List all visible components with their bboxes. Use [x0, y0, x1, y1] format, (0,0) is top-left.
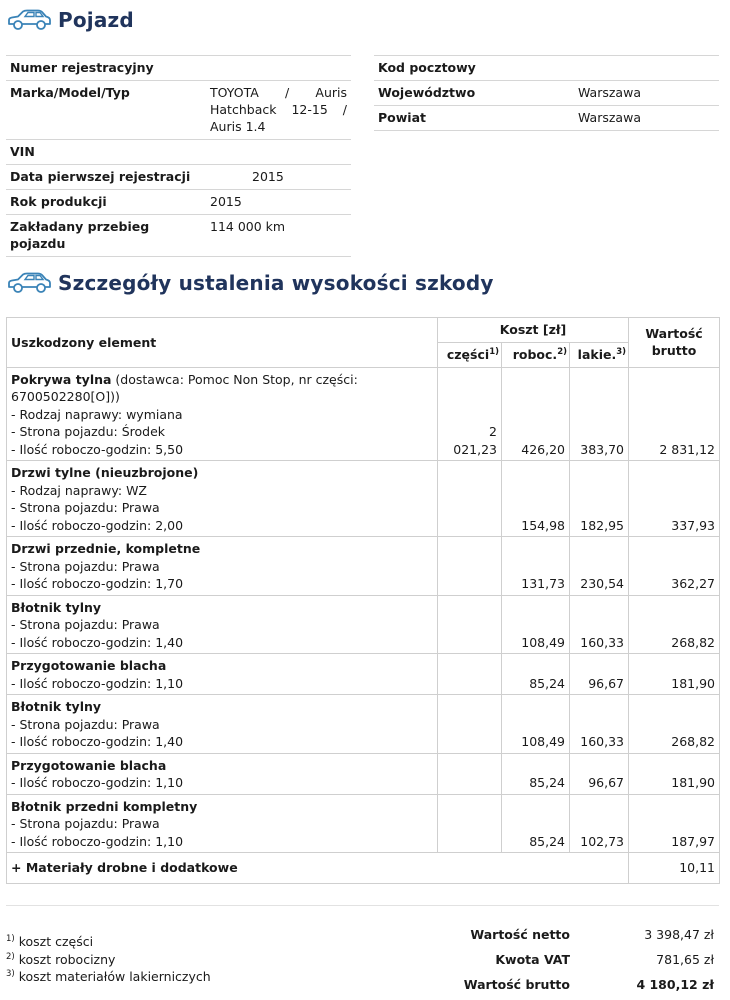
vehicle-left-label: Numer rejestracyjny	[6, 56, 206, 81]
footnote	[6, 968, 211, 986]
vehicle-left-row	[6, 56, 351, 81]
damage-detail-line: - Ilość roboczo-godzin: 1,10	[11, 833, 184, 849]
damage-row	[7, 595, 720, 654]
damage-labor-cost: 85,24	[502, 794, 570, 853]
damage-gross-cost: 268,82	[629, 595, 720, 654]
car-icon	[6, 272, 52, 294]
damage-row	[7, 654, 720, 695]
footnotes	[6, 933, 211, 986]
footnote-text: koszt robocizny	[18, 951, 116, 967]
footnote-marker: 2)	[6, 951, 15, 962]
footnote	[6, 951, 211, 969]
materials-row	[7, 853, 720, 884]
damage-element-name: Drzwi przednie, kompletne	[11, 541, 201, 556]
damage-gross-cost: 181,90	[629, 753, 720, 794]
materials-label: + Materiały drobne i dodatkowe	[7, 853, 629, 884]
footnote-marker: 3)	[6, 968, 15, 979]
damage-row	[7, 367, 720, 461]
summary-label: Wartość brutto	[463, 977, 570, 992]
damage-labor-cost: 108,49	[502, 695, 570, 754]
damage-paint-cost: 230,54	[570, 537, 629, 596]
damage-detail-line: - Ilość roboczo-godzin: 1,10	[11, 775, 184, 790]
damage-element-name: Pokrywa tylna	[11, 371, 112, 387]
summary-row	[440, 972, 718, 997]
vehicle-left-label: Zakładany przebieg pojazdu	[6, 215, 206, 257]
damage-parts-cost	[438, 537, 502, 596]
vehicle-right-row	[374, 106, 719, 131]
damage-row	[7, 461, 720, 537]
damage-labor-cost: 426,20	[502, 367, 570, 461]
damage-table-header	[7, 318, 720, 343]
vehicle-left-row	[6, 81, 351, 140]
damage-element	[7, 537, 438, 596]
damage-gross-cost: 187,97	[629, 794, 720, 853]
damage-row	[7, 794, 720, 853]
footnote-marker: 1)	[6, 933, 15, 944]
vehicle-left-row	[6, 190, 351, 215]
vehicle-details-right	[374, 55, 719, 131]
damage-detail-line: - Strona pojazdu: Prawa	[11, 816, 160, 831]
vehicle-right-value: Warszawa	[574, 81, 719, 106]
vehicle-left-label: Rok produkcji	[6, 190, 206, 215]
damage-labor-cost: 85,24	[502, 654, 570, 695]
damage-parts-cost	[438, 461, 502, 537]
summary-label: Wartość netto	[470, 927, 570, 942]
damage-detail-line: - Strona pojazdu: Środek	[11, 424, 166, 439]
summary-value: 781,65 zł	[656, 952, 714, 967]
damage-detail-line: - Rodzaj naprawy: wymiana	[11, 406, 183, 422]
damage-labor-cost: 85,24	[502, 753, 570, 794]
footer-divider	[6, 905, 719, 906]
vehicle-section-heading	[6, 8, 134, 32]
vehicle-right-label: Województwo	[374, 81, 574, 106]
damage-detail-line: - Ilość roboczo-godzin: 1,40	[11, 634, 184, 650]
damage-parts-cost	[438, 695, 502, 754]
damage-labor-cost: 108,49	[502, 595, 570, 654]
summary-row	[440, 947, 718, 972]
vehicle-section-title: Pojazd	[58, 8, 134, 32]
summary-value: 3 398,47 zł	[644, 927, 714, 942]
damage-detail-line: - Ilość roboczo-godzin: 1,10	[11, 675, 184, 691]
damage-element	[7, 794, 438, 853]
damage-parts-cost	[438, 654, 502, 695]
footnote-text: koszt części	[18, 934, 94, 949]
damage-row	[7, 537, 720, 596]
vehicle-left-row	[6, 165, 351, 190]
damage-detail-line: - Ilość roboczo-godzin: 5,50	[11, 441, 184, 457]
vehicle-right-label: Kod pocztowy	[374, 56, 574, 81]
damage-paint-cost: 102,73	[570, 794, 629, 853]
damage-detail-line: - Ilość roboczo-godzin: 2,00	[11, 517, 184, 533]
vehicle-right-row	[374, 81, 719, 106]
damage-parts-cost	[438, 794, 502, 853]
damage-paint-cost: 96,67	[570, 654, 629, 695]
vehicle-right-value	[574, 56, 719, 81]
car-icon	[6, 9, 52, 31]
summary-value: 4 180,12 zł	[636, 977, 714, 992]
damage-element	[7, 461, 438, 537]
vehicle-right-label: Powiat	[374, 106, 574, 131]
footnote	[6, 933, 211, 951]
vehicle-left-row	[6, 215, 351, 257]
damage-labor-cost: 154,98	[502, 461, 570, 537]
damage-element-name: Drzwi tylne (nieuzbrojone)	[11, 465, 199, 480]
damage-detail-line: - Ilość roboczo-godzin: 1,40	[11, 734, 184, 749]
damage-element	[7, 595, 438, 654]
vehicle-left-value: 114 000 km	[206, 215, 351, 257]
materials-gross: 10,11	[629, 853, 720, 884]
damage-detail-line: - Strona pojazdu: Prawa	[11, 716, 160, 732]
damage-element-extra: (dostawca: Pomoc Non Stop, nr części: 6700502280[O]))	[11, 371, 358, 404]
summary-row	[440, 922, 718, 947]
damage-element-name: Błotnik tylny	[11, 699, 102, 714]
damage-element-name: Przygotowanie blacha	[11, 658, 167, 673]
header-parts: części$^{1)}$	[438, 343, 502, 368]
damage-element	[7, 753, 438, 794]
damage-detail-line: - Strona pojazdu: Prawa	[11, 617, 160, 632]
damage-section-heading	[6, 271, 494, 295]
damage-element-name: Błotnik tylny	[11, 599, 102, 615]
damage-detail-line: - Rodzaj naprawy: WZ	[11, 482, 147, 498]
damage-labor-cost: 131,73	[502, 537, 570, 596]
damage-parts-cost	[438, 753, 502, 794]
summary-label: Kwota VAT	[495, 952, 570, 967]
damage-gross-cost: 362,27	[629, 537, 720, 596]
damage-detail-line: - Strona pojazdu: Prawa	[11, 558, 160, 574]
damage-gross-cost: 2 831,12	[629, 367, 720, 461]
damage-paint-cost: 160,33	[570, 595, 629, 654]
damage-element	[7, 695, 438, 754]
header-cost-group: Koszt [zł]	[438, 318, 629, 343]
vehicle-left-value: 2015	[206, 190, 351, 215]
header-gross: Wartość brutto	[629, 318, 720, 368]
damage-element-name: Błotnik przedni kompletny	[11, 798, 198, 814]
vehicle-left-label: Data pierwszej rejestracji	[6, 165, 206, 190]
damage-parts-cost	[438, 595, 502, 654]
vehicle-left-label: VIN	[6, 140, 206, 165]
damage-gross-cost: 268,82	[629, 695, 720, 754]
vehicle-left-value: TOYOTA / Auris Hatchback 12-15 / Auris 1.4	[206, 81, 351, 140]
damage-paint-cost: 182,95	[570, 461, 629, 537]
damage-row	[7, 753, 720, 794]
damage-element	[7, 367, 438, 461]
damage-paint-cost: 383,70	[570, 367, 629, 461]
damage-detail-line: - Strona pojazdu: Prawa	[11, 500, 160, 515]
damage-gross-cost: 337,93	[629, 461, 720, 537]
damage-table	[6, 317, 720, 884]
vehicle-right-value: Warszawa	[574, 106, 719, 131]
summary-table	[440, 922, 718, 997]
vehicle-left-value	[206, 140, 351, 165]
vehicle-left-value: 2015	[206, 165, 351, 190]
damage-paint-cost: 160,33	[570, 695, 629, 754]
vehicle-left-label: Marka/Model/Typ	[6, 81, 206, 140]
damage-gross-cost: 181,90	[629, 654, 720, 695]
damage-section-title: Szczegóły ustalenia wysokości szkody	[58, 271, 494, 295]
header-labor: roboc.$^{2)}$	[502, 343, 570, 368]
damage-parts-cost: 2 021,23	[438, 367, 502, 461]
header-paint: lakie.$^{3)}$	[570, 343, 629, 368]
vehicle-details-left	[6, 55, 351, 257]
vehicle-left-value	[206, 56, 351, 81]
damage-element-name: Przygotowanie blacha	[11, 757, 167, 773]
vehicle-left-row	[6, 140, 351, 165]
damage-element	[7, 654, 438, 695]
damage-paint-cost: 96,67	[570, 753, 629, 794]
damage-row	[7, 695, 720, 754]
vehicle-right-row	[374, 56, 719, 81]
footnote-text: koszt materiałów lakierniczych	[18, 969, 211, 984]
header-element: Uszkodzony element	[7, 318, 438, 368]
damage-detail-line: - Ilość roboczo-godzin: 1,70	[11, 576, 184, 591]
